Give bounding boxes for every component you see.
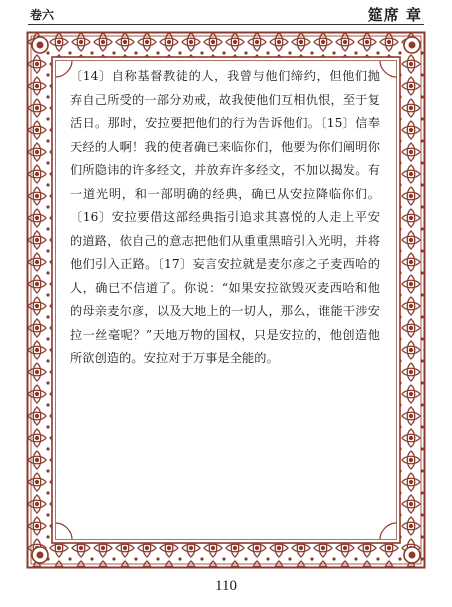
volume-label: 卷六	[30, 8, 55, 22]
page-number: 110	[215, 578, 237, 594]
scripture-paragraph: 〔14〕自称基督教徒的人，我曾与他们缔约，但他们抛弃自己所受的一部分劝戒，故我使他们互相仇恨，至于复活日。那时，安拉要把他们的行为告诉他们。〔15〕信奉天经的人啊！我的使者确已来临你们，他要为你们阐明你们所隐讳的许多经文，并放弃许多经文，不加以揭发。有一道光明，和一部明确的经典，确已从安拉降临你们。〔16〕安拉要借这部经典指引追求其喜悦的人走上平安的道路，依自己的意志把他们从重重黑暗引入光明，并将他们引入正路。〔17〕妄言安拉就是麦尔彦之子麦西哈的人，确已不信道了。你说：“如果安拉欲毁灭麦西哈和他的母亲麦尔彦，以及大地上的一切人，那么，谁能干涉安拉一丝毫呢？”天地万物的国权，只是安拉的，他创造他所欲创造的。安拉对于万事是全能的。	[70, 69, 380, 365]
header-rule	[28, 24, 424, 25]
chapter-title: 筵席 章	[367, 6, 422, 24]
scripture-text	[70, 65, 380, 371]
